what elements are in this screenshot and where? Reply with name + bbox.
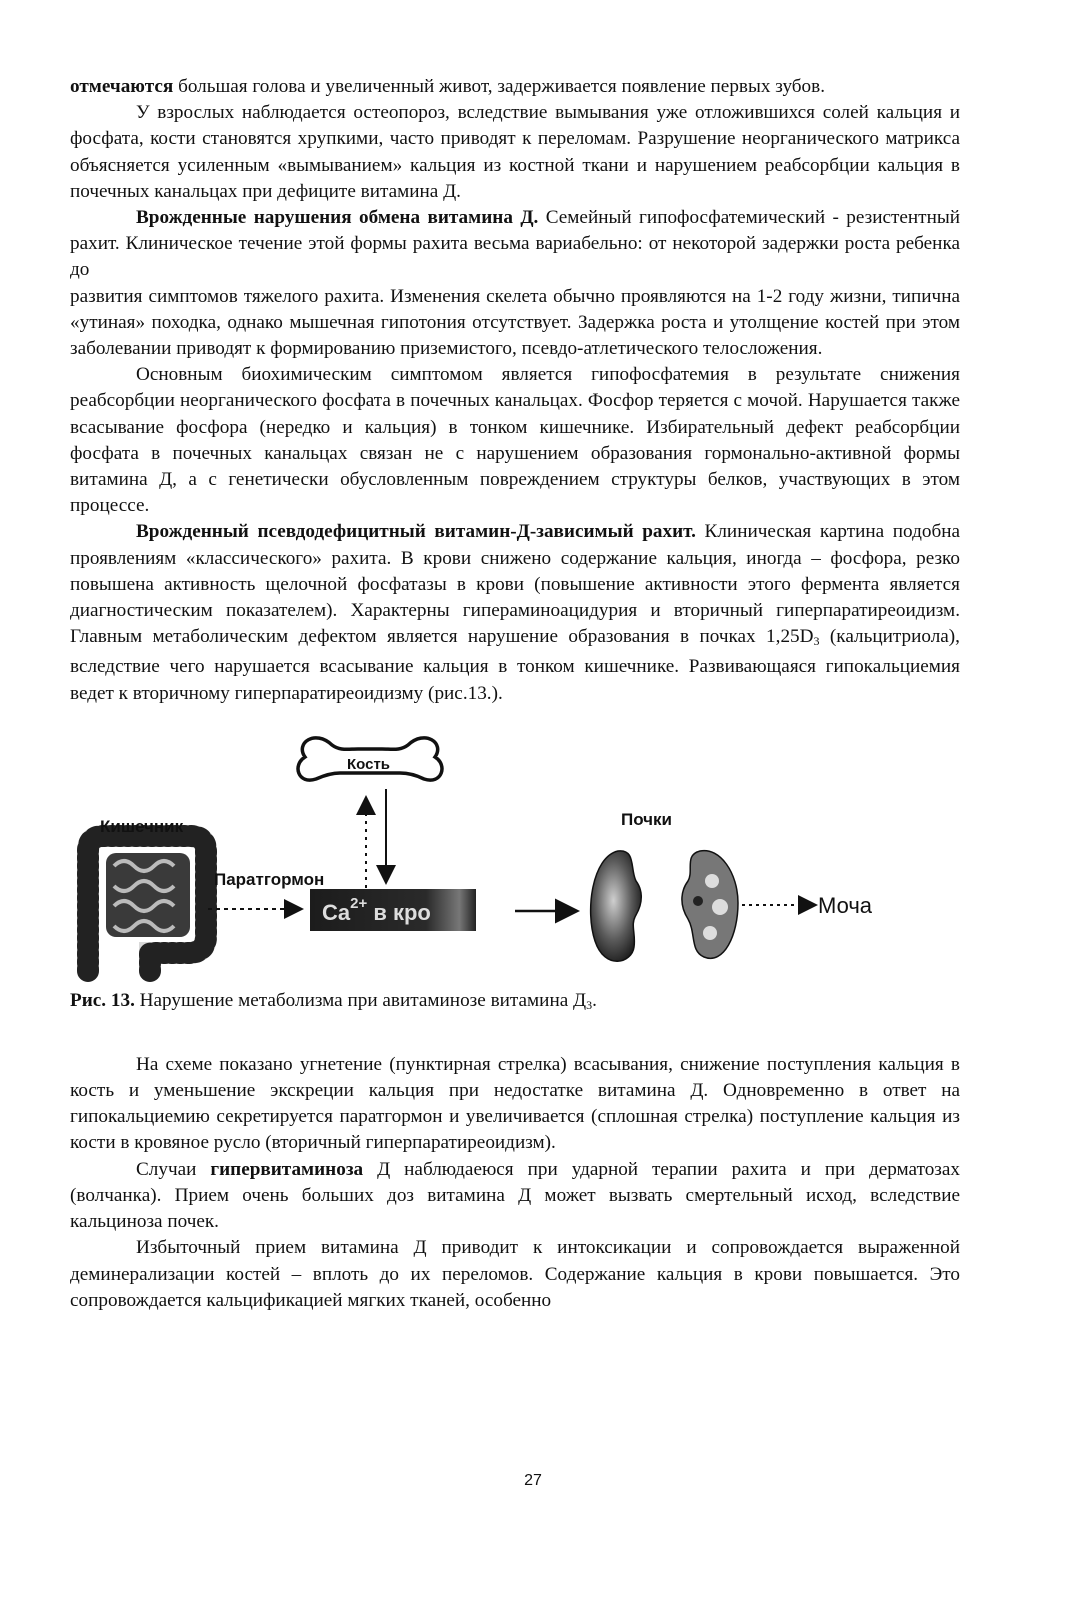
intestine-icon xyxy=(88,836,206,971)
paragraph-6-tail: (кальцитриола), вследствие чего нарушается всасывание кальция в тонком кишечнике. Развивающаяся гипокальциемия ведет к вторичному гиперпаратиреоидизму (рис.13.). xyxy=(70,626,960,704)
figure-caption-end: . xyxy=(592,989,597,1011)
bone-label: Кость xyxy=(347,755,391,773)
figure-caption-label: Рис. 13. xyxy=(70,989,135,1011)
page-content xyxy=(70,74,960,1314)
paragraph-4: развития симптомов тяжелого рахита. Изменения скелета обычно проявляются на 1-2 году жизни, типична «утиная» походка, однако мышечная гипотония отсутствует. Задержка роста и утолщение костей при этом заболевании приводят к формированию приземистого, псевдо-атлетического телосложения. xyxy=(70,285,960,360)
paragraph-3-text: Семейный гипофосфатемический - резистентный рахит. Клиническое течение этой формы рахита весьма вариабельно: от некоторой задержки роста ребенка до xyxy=(70,207,960,281)
figure-caption-subscript: 3 xyxy=(586,997,593,1012)
blood-calcium-text: в кро xyxy=(367,899,431,925)
kidney-label: Почки xyxy=(621,809,673,829)
paragraph-7: На схеме показано угнетение (пунктирная стрелка) всасывания, снижение поступления кальция в кость и уменьшение экскреции кальция при недостатке витамина Д. Одновременно в ответ на гипокальциемию секретируется паратгормон и увеличивается (сплошная стрелка) поступление кальция из кости в кровяное русло (вторичный гиперпаратиреоидизм). xyxy=(70,1053,960,1154)
kidney-icon xyxy=(591,851,642,961)
blood-calcium-charge: 2+ xyxy=(350,894,368,912)
paragraph-6-text: Клиническая картина подобна проявлениям «классического» рахита. В крови снижено содержание кальция, иногда – фосфора, резко повышена активность щелочной фосфатазы в крови (повышение активности этого фермента является диагностическим показателем). Характерны гипераминоацидурия и вторичный гиперпаратиреоидизм. Главным метаболическим дефектом является нарушение образования в почках 1,25D xyxy=(70,521,960,648)
paragraph-1-lead: отмечаются xyxy=(70,76,174,97)
term-hypervitaminosis: гипервитаминоза xyxy=(210,1158,364,1180)
blood-calcium-symbol: Ca xyxy=(322,899,351,925)
spacer xyxy=(70,1018,960,1052)
figure-caption-text: Нарушение метаболизма при авитаминозе витамина Д xyxy=(134,989,587,1011)
urine-label: Моча xyxy=(818,892,873,918)
paragraph-2: У взрослых наблюдается остеопороз, вследствие вымывания уже отложившихся солей кальция и фосфата, кости становятся хрупкими, часто приводят к переломам. Разрушение неорганического матрикса объясняется усиленным «вымыванием» кальция из костной ткани и нарушением реабсорбции кальция в почечных канальцах при дефиците витамина Д. xyxy=(70,102,960,202)
page-number: 27 xyxy=(524,1472,542,1489)
figure-caption xyxy=(70,988,960,1018)
paragraph-6-subscript: 3 xyxy=(813,634,820,649)
paragraph-8 xyxy=(70,1157,960,1236)
paragraph-8-text: Д наблюдаеюся при ударной терапии рахита и при дерматозах (волчанка). Прием очень больших доз витамина Д может вызвать смертельный исход, вследствие кальциноза почек. xyxy=(70,1158,960,1233)
paragraph-1-text: большая голова и увеличенный живот, задерживается появление первых зубов. xyxy=(173,76,825,97)
paragraph-3 xyxy=(70,205,960,284)
paragraph-5: Основным биохимическим симптомом является гипофосфатемия в результате снижения реабсорбции неорганического фосфата в почечных канальцах. Фосфор теряется с мочой. Нарушается также всасывание фосфора (нередко и кальция) в тонком кишечнике. Избирательный дефект реабсорбции фосфата в почечных канальцах связан не с нарушением образования гормонально-активной формы витамина Д, а с генетически обусловленным повреждением структуры белков, участвующих в этом процессе. xyxy=(70,364,960,517)
figure-13-diagram xyxy=(70,721,960,986)
section-heading-pseudodeficiency-rickets: Врожденный псевдодефицитный витамин-Д-зависимый рахит. xyxy=(136,521,696,543)
kidney-cross-section-icon xyxy=(682,850,738,958)
paragraph-6 xyxy=(70,519,960,706)
paragraph-9: Избыточный прием витамина Д приводит к интоксикации и сопровождается выраженной деминерализации костей – вплоть до их переломов. Содержание кальция в крови повышается. Это сопровождается кальцификацией мягких тканей, особенно xyxy=(70,1237,960,1311)
paragraph-8-lead: Случаи xyxy=(136,1158,211,1180)
parathormone-label: Паратгормон xyxy=(214,869,325,889)
intestine-label: Кишечник xyxy=(100,816,184,836)
section-heading-congenital-disorders: Врожденные нарушения обмена витамина Д. xyxy=(136,207,539,229)
blood-calcium-ion xyxy=(322,895,431,925)
paragraph-1 xyxy=(70,74,960,100)
